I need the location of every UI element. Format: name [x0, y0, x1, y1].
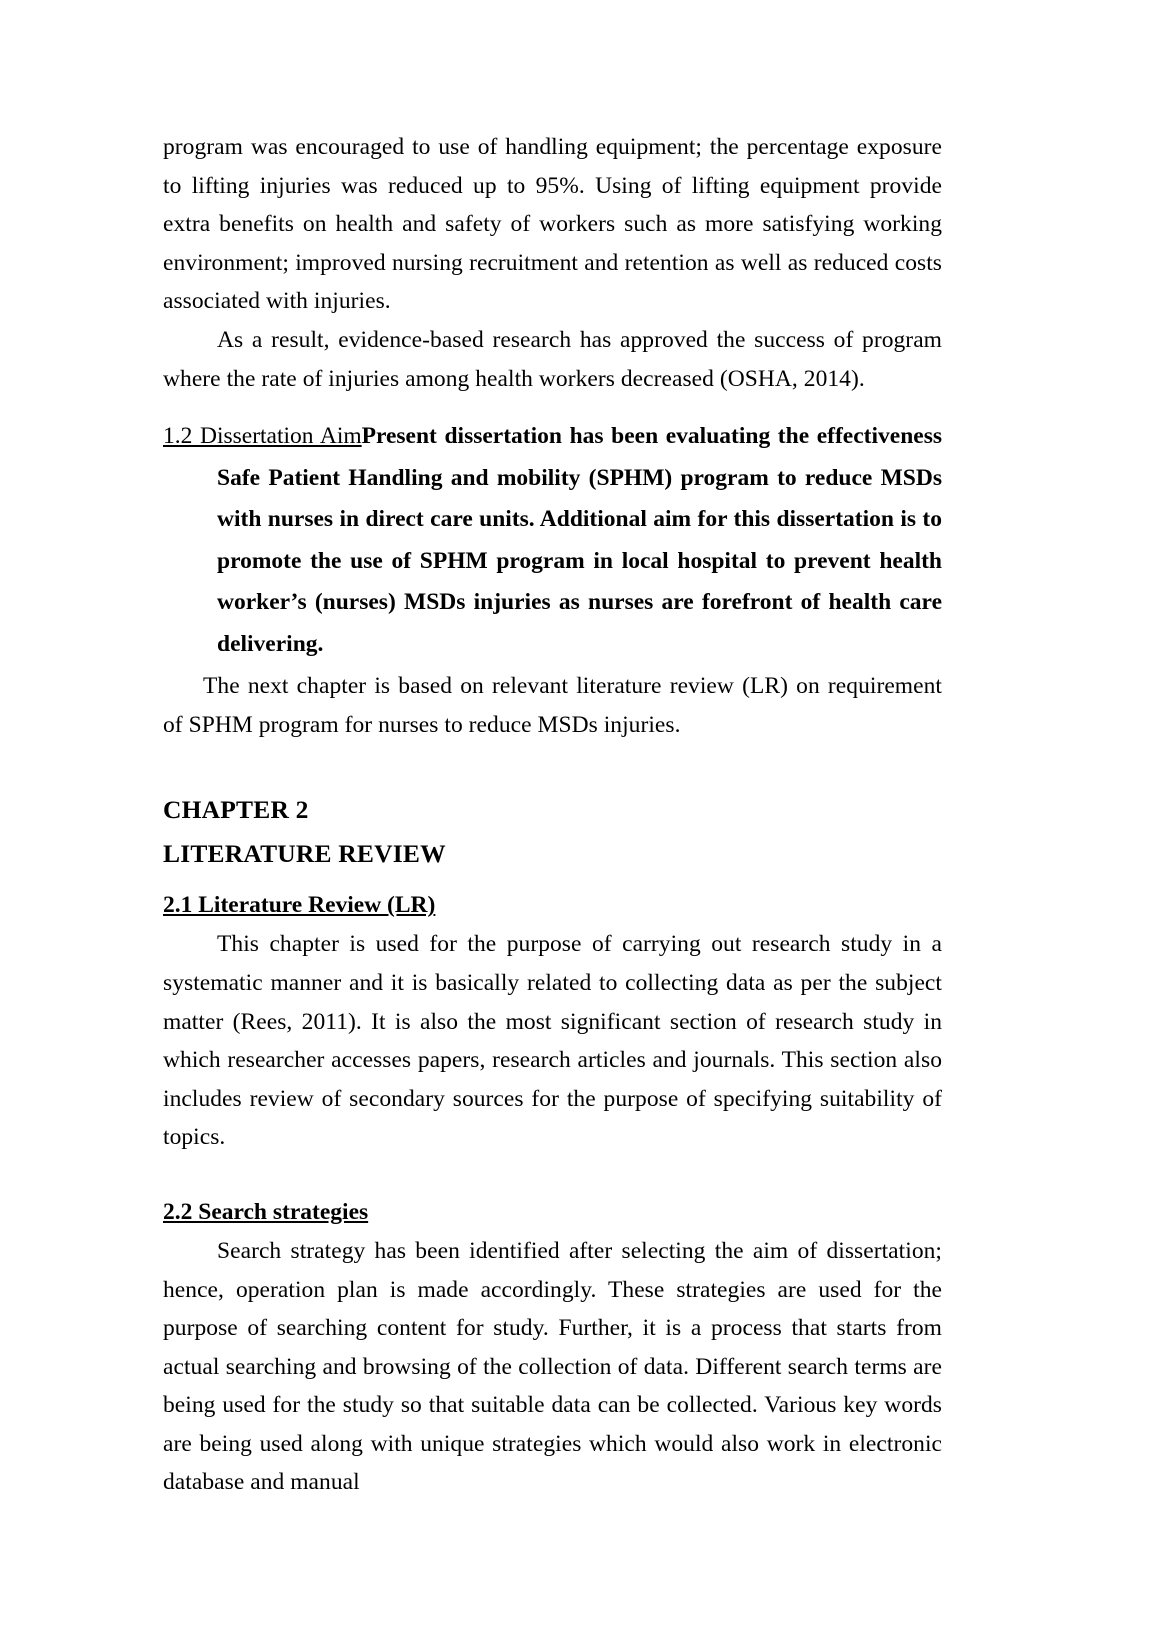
paragraph-continued-intro: program was encouraged to use of handling equipment; the percentage exposure to lifting injuries was reduced up to 95%. Using of lifting equipment provide extra benefits on health and safety of workers such as more satisfying working environment; improved nursing recruitment and retention as well as reduced costs associated with injuries.	[163, 134, 942, 315]
section-1-2-aim-text: Present dissertation has been evaluating the effectiveness Safe Patient Handling and mobility (SPHM) program to reduce MSDs with nurses in direct care units. Additional aim for this dissertation is to promote the use of SPHM program in local hospital to prevent health worker’s (nurses) MSDs injuries as nurses are forefront of health care delivering.	[217, 423, 942, 657]
chapter-heading-group	[163, 788, 942, 876]
paragraph-next-chapter: The next chapter is based on relevant literature review (LR) on requirement of SPHM program for nurses to reduce MSDs injuries.	[163, 673, 942, 738]
heading-2-1-literature-review	[163, 886, 942, 925]
chapter-number-heading: CHAPTER 2	[163, 795, 309, 825]
paragraph-literature-review-body: This chapter is used for the purpose of carrying out research study in a systematic manner and it is basically related to collecting data as per the subject matter (Rees, 2011). It is also the most significant section of research study in which researcher accesses papers, research articles and journals. This section also includes review of secondary sources for the purpose of specifying suitability of topics.	[163, 931, 942, 1151]
page-content	[163, 128, 942, 1502]
section-1-2-label: 1.2 Dissertation Aim	[163, 423, 362, 450]
section-1-2-dissertation-aim	[163, 416, 942, 665]
heading-2-1-text: 2.1 Literature Review (LR)	[163, 892, 436, 919]
heading-2-2-text: 2.2 Search strategies	[163, 1198, 369, 1225]
paragraph-search-strategies-body: Search strategy has been identified after selecting the aim of dissertation; hence, operation plan is made accordingly. These strategies are used for the purpose of searching content for study. Further, it is a process that starts from actual searching and browsing of the collection of data. Different search terms are being used for the study so that suitable data can be collected. Various key words are being used along with unique strategies which would also work in electronic database and manual	[163, 1237, 942, 1496]
paragraph-evidence-based-result: As a result, evidence-based research has approved the success of program where the rate of injuries among health workers decreased (OSHA, 2014).	[163, 326, 942, 392]
heading-2-2-search-strategies	[163, 1193, 942, 1232]
chapter-title-heading: LITERATURE REVIEW	[163, 839, 446, 869]
